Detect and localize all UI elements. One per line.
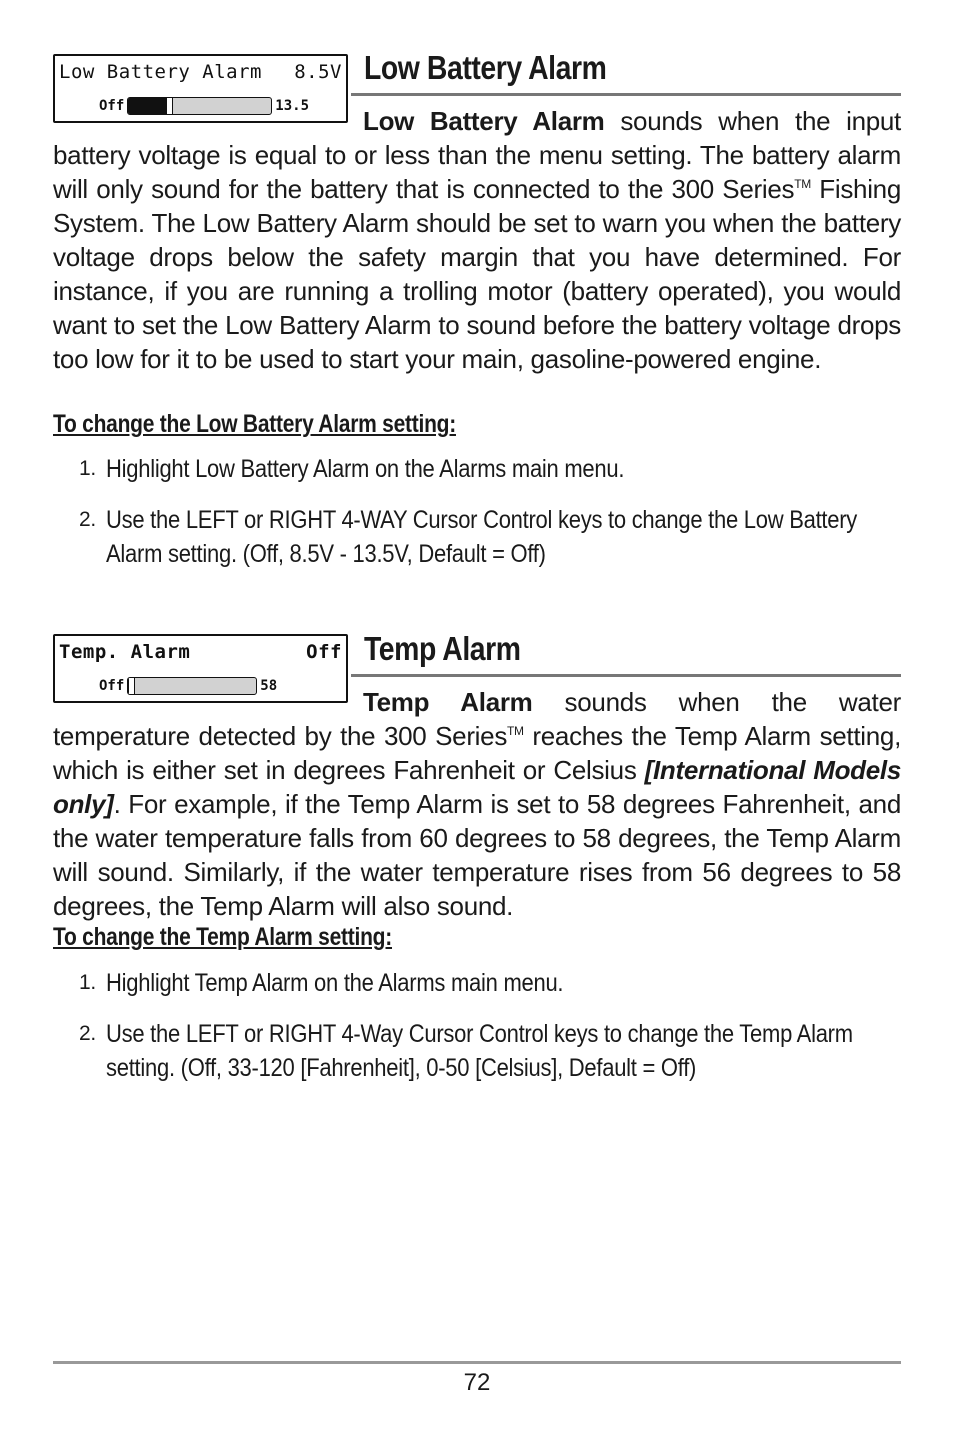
step-text-wrap: [106, 503, 886, 571]
step-text: Use the LEFT or RIGHT 4-Way Cursor Control keys to change the Temp Alarm setting. (Off, 33-120 [Fahrenheit], 0-50 [Celsius], Default = Off): [106, 1020, 853, 1082]
temp-subheading: To change the Temp Alarm setting:: [53, 923, 393, 951]
low-battery-text-2: Fishing System. The Low Battery Alarm should be set to warn you when the battery voltage drops below the safety margin that you have determined. For instance, if you are running a trolling motor (battery operated), you would want to set the Low Battery Alarm to sound before the battery voltage drops too low for it to be used to start your main, gasoline-powered engine.: [53, 174, 901, 374]
low-battery-subheading: To change the Low Battery Alarm setting:: [53, 410, 456, 438]
step-text-wrap: [106, 452, 886, 486]
low-battery-text-1: sounds when the input battery voltage is equal to or less than the menu setting. The battery alarm will only sound for the battery that is connected to the 300 Series: [53, 106, 901, 204]
temp-text-2: reaches the Temp Alarm setting, which is either set in degrees Fahrenheit or Celsius: [53, 721, 901, 785]
temp-menu-label: Temp. Alarm: [59, 641, 191, 663]
temp-slider-max: 58: [260, 678, 278, 694]
temp-text-1: sounds when the water temperature detected by the 300 Series: [53, 687, 902, 751]
trademark-mark: TM: [794, 177, 811, 191]
low-battery-menu-label: Low Battery Alarm: [59, 61, 262, 83]
low-battery-title-rule: [351, 93, 901, 96]
step-text-wrap: [106, 1017, 886, 1085]
temp-slider-min: Off: [99, 678, 125, 694]
temp-title: Temp Alarm: [364, 630, 521, 667]
step-number: 2.: [79, 508, 96, 531]
low-battery-lead: Low Battery Alarm: [363, 106, 605, 136]
temp-description: [53, 685, 901, 923]
step-text: Highlight Low Battery Alarm on the Alarms main menu.: [106, 455, 625, 483]
low-battery-description: [53, 104, 901, 376]
step-number: 1.: [79, 457, 96, 480]
temp-lead: Temp Alarm: [363, 687, 533, 717]
low-battery-slider-max: 13.5: [275, 98, 310, 114]
step-number: 2.: [79, 1022, 96, 1045]
step-number: 1.: [79, 971, 96, 994]
low-battery-menu-row: [59, 58, 342, 86]
footer-rule: [53, 1361, 901, 1364]
manual-page: [53, 0, 901, 1431]
temp-italic-note: [International Models only]: [53, 755, 901, 819]
step-text: Highlight Temp Alarm on the Alarms main menu.: [106, 969, 564, 997]
low-battery-menu-value: 8.5V: [294, 61, 342, 83]
temp-text-3: . For example, if the Temp Alarm is set to 58 degrees Fahrenheit, and the water temperature falls from 60 degrees to 58 degrees, the Temp Alarm will sound. Similarly, if the water temperature rises from 56 degrees to 58 degrees, the Temp Alarm will also sound.: [53, 789, 901, 921]
page-number: 72: [463, 1369, 491, 1396]
temp-menu-value: Off: [306, 641, 342, 663]
temp-title-rule: [351, 674, 901, 677]
step-text: Use the LEFT or RIGHT 4-WAY Cursor Control keys to change the Low Battery Alarm setting. (Off, 8.5V - 13.5V, Default = Off): [106, 506, 858, 568]
temp-menu-row: [59, 638, 342, 666]
step-text-wrap: [106, 966, 886, 1000]
low-battery-slider-min: Off: [99, 98, 125, 114]
low-battery-title: Low Battery Alarm: [364, 49, 607, 86]
trademark-mark: TM: [507, 724, 524, 738]
